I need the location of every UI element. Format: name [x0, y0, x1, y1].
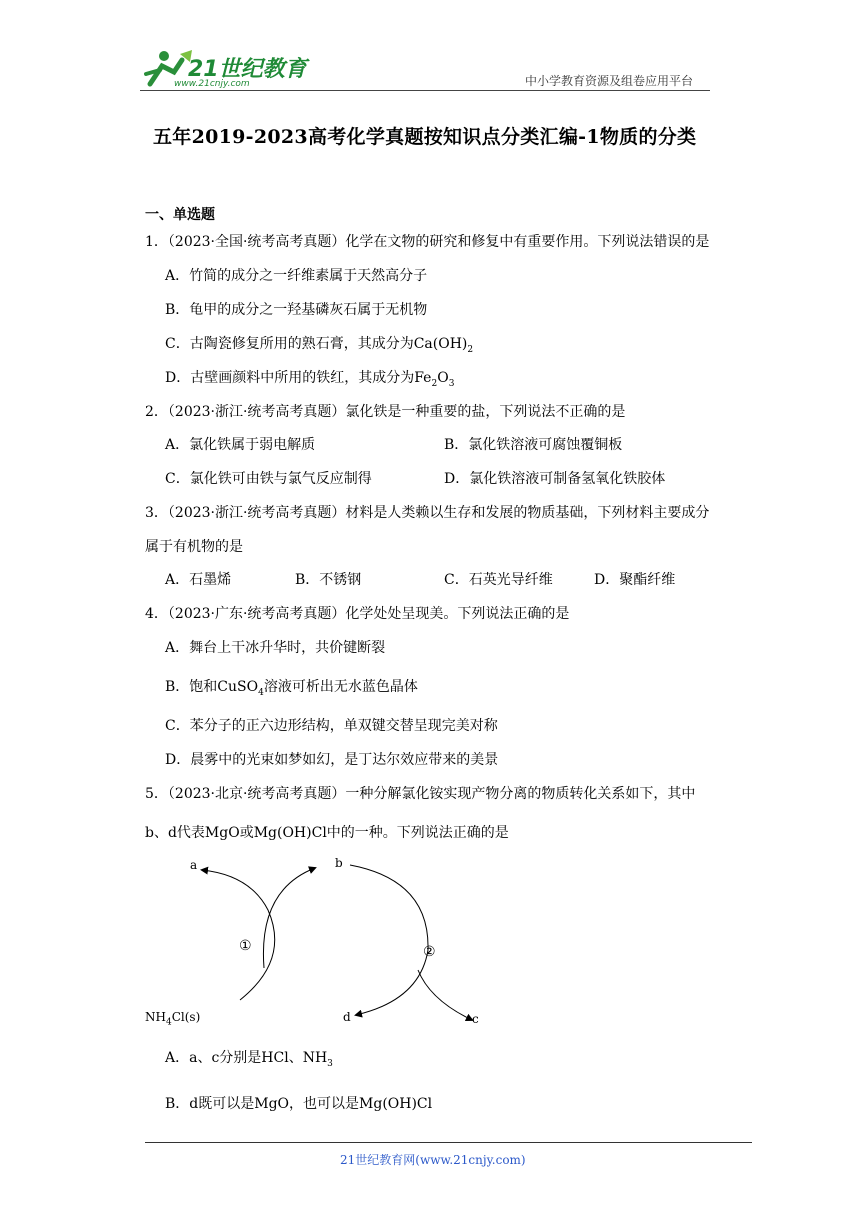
logo-brand: 21世纪教育	[188, 57, 307, 82]
diagram-label-start: $NH_4Cl(s)$	[145, 1010, 201, 1028]
diagram-step1: ①	[239, 938, 252, 954]
q4-option-b: B．饱和CuSO$_4$溶液可析出无水蓝色晶体	[165, 679, 418, 698]
q1-option-c: C．古陶瓷修复所用的熟石膏，其成分为$Ca(OH)_2$	[165, 336, 474, 355]
q2-option-c: C．氯化铁可由铁与氯气反应制得	[165, 471, 372, 487]
q1-option-d: D．古壁画颜料中所用的铁红，其成分为$Fe_2O_3$	[165, 370, 455, 389]
question-5-stem: 5．（2023·北京·统考高考真题）一种分解氯化铵实现产物分离的物质转化关系如下，其中	[145, 786, 696, 802]
q2-option-d: D．氯化铁溶液可制备氢氧化铁胶体	[444, 471, 666, 487]
diagram-label-a: a	[190, 858, 198, 872]
diagram-label-d: d	[343, 1010, 351, 1024]
question-1-stem: 1．（2023·全国·统考高考真题）化学在文物的研究和修复中有重要作用。下列说法错误的是	[145, 234, 710, 250]
logo-url: www.21cnjy.com	[174, 79, 250, 89]
q3-option-b: B．不锈钢	[295, 572, 362, 588]
q3-option-a: A．石墨烯	[165, 572, 232, 588]
section-heading: 一、单选题	[145, 207, 215, 223]
diagram-label-b: b	[335, 856, 343, 870]
q4-option-d: D．晨雾中的光束如梦如幻，是丁达尔效应带来的美景	[165, 752, 499, 768]
q4-option-c: C．苯分子的正六边形结构，单双键交替呈现完美对称	[165, 718, 498, 734]
footer-link[interactable]: 21世纪教育网(www.21cnjy.com)	[340, 1153, 526, 1167]
q2-option-b: B．氯化铁溶液可腐蚀覆铜板	[444, 437, 623, 453]
question-4-stem: 4．（2023·广东·统考高考真题）化学处处呈现美。下列说法正确的是	[145, 606, 570, 622]
q3-option-c: C．石英光导纤维	[444, 572, 553, 588]
header-divider	[140, 90, 710, 91]
diagram-label-c: c	[472, 1012, 479, 1026]
arc-step2-right	[418, 970, 472, 1020]
q2-option-a: A．氯化铁属于弱电解质	[165, 437, 316, 453]
header-right-text: 中小学教育资源及组卷应用平台	[525, 74, 694, 88]
q1-option-a: A．竹简的成分之一纤维素属于天然高分子	[165, 268, 428, 284]
question-2-stem: 2．（2023·浙江·统考高考真题）氯化铁是一种重要的盐，下列说法不正确的是	[145, 404, 626, 420]
q4-option-a: A．舞台上干冰升华时，共价键断裂	[165, 640, 386, 656]
arc-step1-left	[202, 870, 275, 1000]
q1-option-b: B．龟甲的成分之一羟基磷灰石属于无机物	[165, 302, 428, 318]
q3-option-d: D．聚酯纤维	[594, 572, 676, 588]
q5-option-a: A．a、c分别是HCl、$NH_3$	[165, 1050, 333, 1069]
question-3-stem-cont: 属于有机物的是	[145, 539, 243, 555]
question-5-stem-cont: b、d代表MgO或Mg(OH)Cl中的一种。下列说法正确的是	[145, 825, 509, 841]
footer-divider	[145, 1142, 752, 1143]
q5-option-b: B．d既可以是MgO，也可以是Mg(OH)Cl	[165, 1096, 433, 1112]
arc-step2-left	[350, 865, 428, 1015]
diagram-step2: ②	[423, 944, 436, 960]
conversion-diagram	[140, 850, 500, 1030]
page-title: 五年2019-2023高考化学真题按知识点分类汇编-1物质的分类	[153, 126, 697, 148]
question-3-stem: 3．（2023·浙江·统考高考真题）材料是人类赖以生存和发展的物质基础，下列材料主要成分	[145, 505, 710, 521]
